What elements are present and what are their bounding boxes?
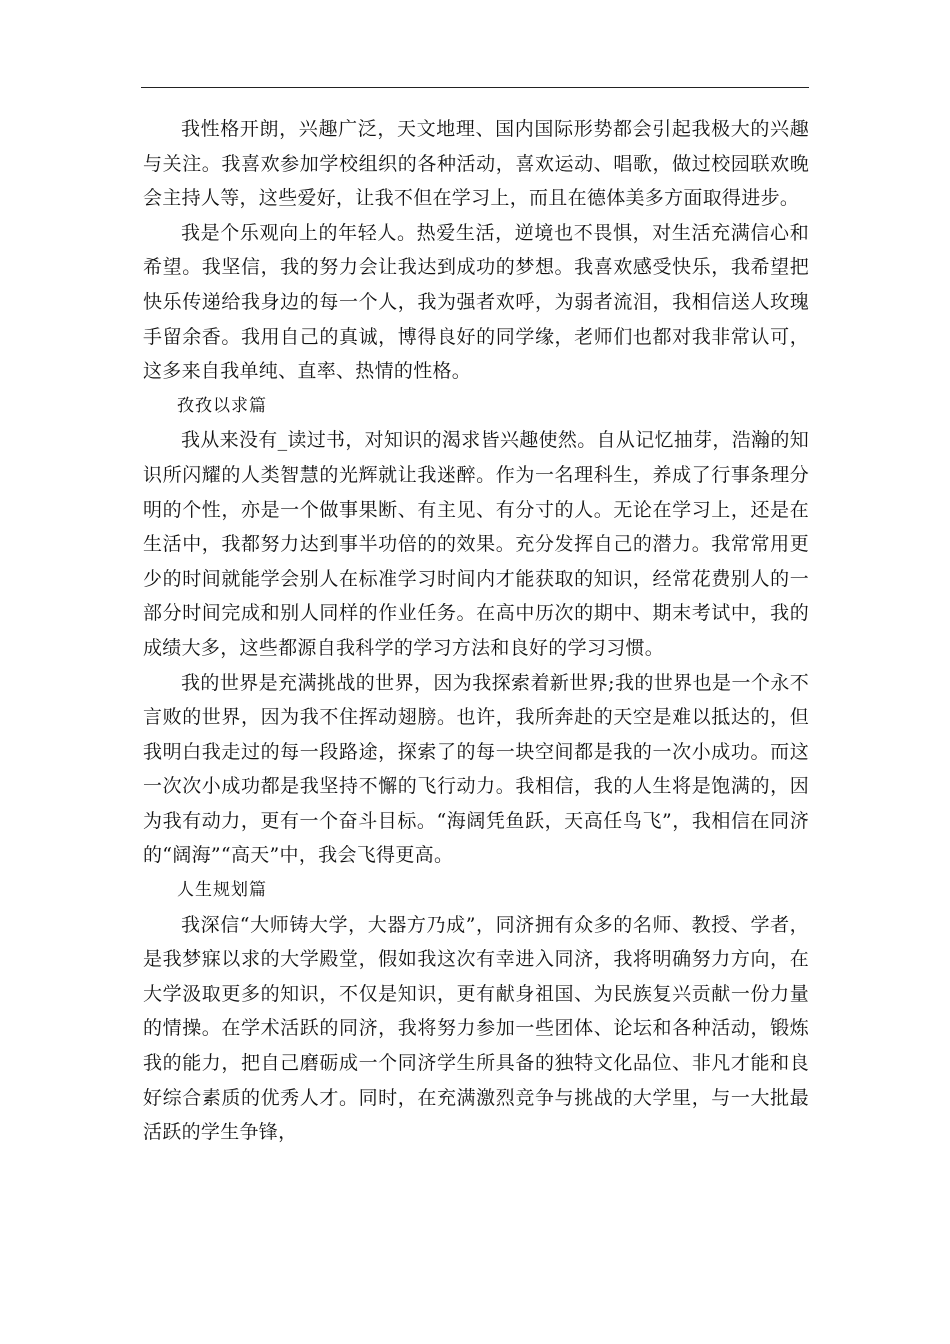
section-heading-zizi: 孜孜以求篇 <box>177 395 267 416</box>
paragraph-plan: 我深信“大师铸大学，大器方乃成”，同济拥有众多的名师、教授、学者，是我梦寐以求的大学殿堂，假如我这次有幸进入同济，我将明确努力方向，在大学汲取更多的知识，不仅是知识，更有献身祖国、为民族复兴贡献一份力量的情操。在学术活跃的同济，我将努力参加一些团体、论坛和各种活动，锻炼我的能力，把自己磨砺成一个同济学生所具备的独特文化品位、非凡才能和良好综合素质的优秀人才。同时，在充满激烈竞争与挑战的大学里，与一大批最活跃的学生争锋， <box>143 913 809 1144</box>
paragraph-optimism: 我是个乐观向上的年轻人。热爱生活，逆境也不畏惧，对生活充满信心和希望。我坚信，我的努力会让我达到成功的梦想。我喜欢感受快乐，我希望把快乐传递给我身边的每一个人，我为强者欢呼，为弱者流泪，我相信送人玫瑰手留余香。我用自己的真诚，博得良好的同学缘，老师们也都对我非常认可，这多来自我单纯、直率、热情的性格。 <box>143 221 809 383</box>
paragraph-personality: 我性格开朗，兴趣广泛，天文地理、国内国际形势都会引起我极大的兴趣与关注。我喜欢参加学校组织的各种活动，喜欢运动、唱歌，做过校园联欢晚会主持人等，这些爱好，让我不但在学习上，而且在德体美多方面取得进步。 <box>143 118 809 210</box>
document-body <box>143 112 809 1150</box>
paragraph-study: 我从来没有_读过书，对知识的渴求皆兴趣使然。自从记忆抽芽，浩瀚的知识所闪耀的人类智慧的光辉就让我迷醉。作为一名理科生，养成了行事条理分明的个性，亦是一个做事果断、有主见、有分寸的人。无论在学习上，还是在生活中，我都努力达到事半功倍的的效果。充分发挥自己的潜力。我常常用更少的时间就能学会别人在标准学习时间内才能获取的知识，经常花费别人的一部分时间完成和别人同样的作业任务。在高中历次的期中、期末考试中，我的成绩大多，这些都源自我科学的学习方法和良好的学习习惯。 <box>143 429 809 659</box>
header-rule <box>141 87 809 88</box>
paragraph-challenge: 我的世界是充满挑战的世界，因为我探索着新世界;我的世界也是一个永不言败的世界，因为我不住挥动翅膀。也许，我所奔赴的天空是难以抵达的，但我明白我走过的每一段路途，探索了的每一块空间都是我的一次小成功。而这一次次小成功都是我坚持不懈的飞行动力。我相信，我的人生将是饱满的，因为我有动力，更有一个奋斗目标。“海阔凭鱼跃，天高任鸟飞”，我相信在同济的“阔海”“高天”中，我会飞得更高。 <box>143 671 809 867</box>
section-heading-life-plan: 人生规划篇 <box>177 880 267 901</box>
